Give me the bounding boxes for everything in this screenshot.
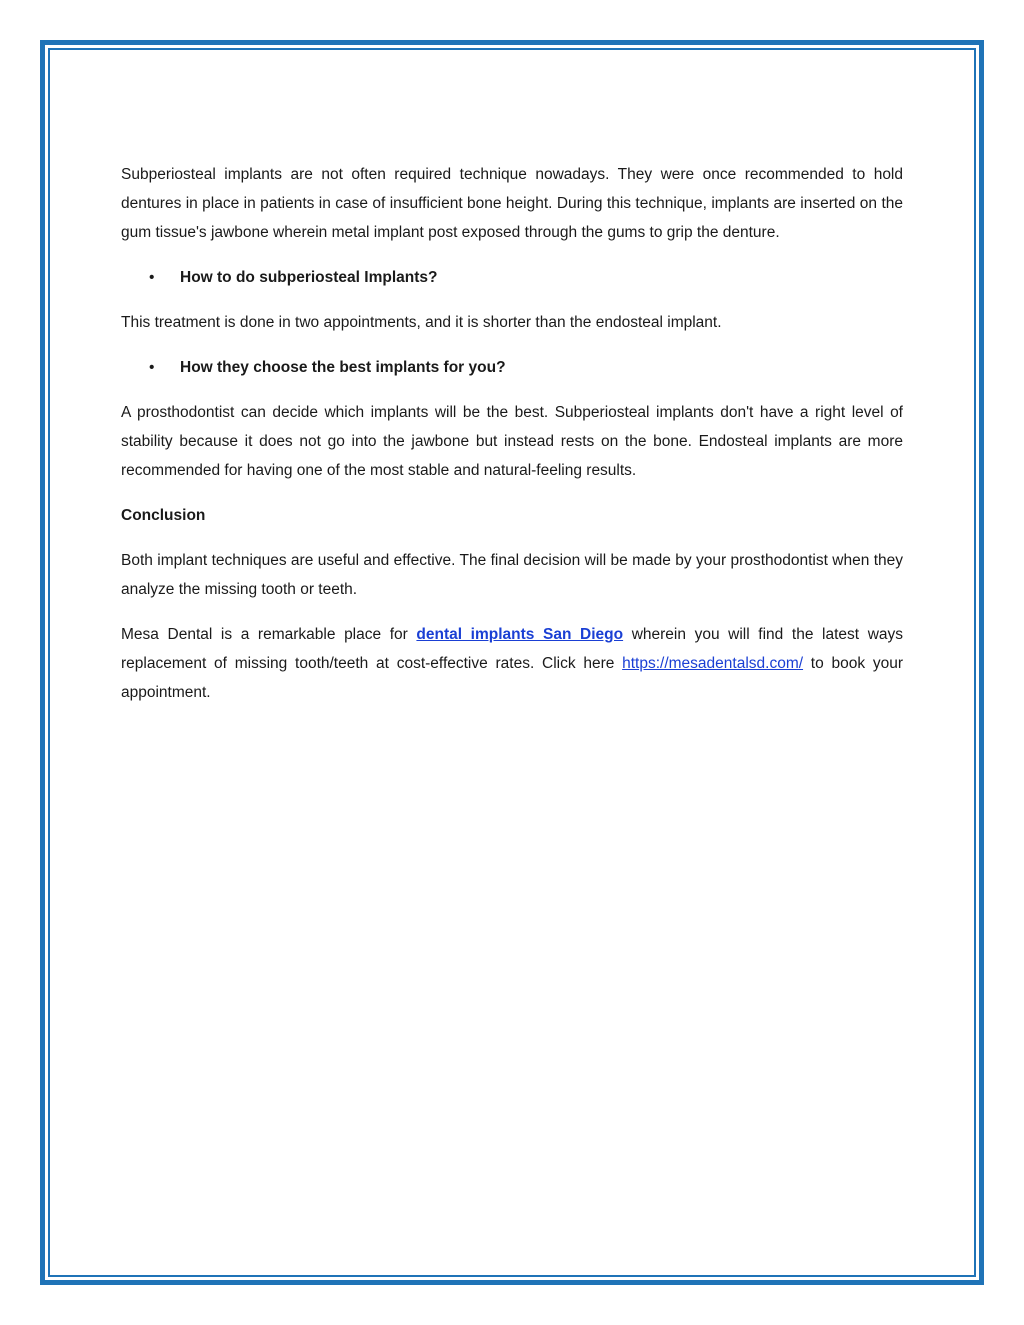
- dental-implants-link[interactable]: dental implants San Diego: [416, 626, 624, 643]
- final-paragraph: [121, 620, 903, 707]
- bullet-icon: •: [149, 269, 155, 286]
- bullet-heading: How they choose the best implants for you?: [180, 359, 506, 376]
- intro-paragraph: Subperiosteal implants are not often required technique nowadays. They were once recommended to hold dentures in place in patients in case of insufficient bone height. During this technique, implants are inserted on the gum tissue's jawbone wherein metal implant post exposed through the gums to grip the denture.: [121, 166, 903, 241]
- bullet-heading: How to do subperiosteal Implants?: [180, 269, 438, 286]
- conclusion-heading: Conclusion: [121, 507, 206, 524]
- final-text-end: to book your appointment.: [121, 655, 903, 701]
- conclusion-paragraph: Both implant techniques are useful and effective. The final decision will be made by your prosthodontist when they analyze the missing tooth or teeth.: [121, 552, 903, 598]
- final-text-middle: wherein you will find the latest ways replacement of missing tooth/teeth at cost-effective rates. Click here: [121, 626, 904, 672]
- bullet-item-how-to: [121, 263, 903, 292]
- bullet-icon: •: [149, 359, 155, 376]
- document-body: [121, 160, 903, 723]
- website-link[interactable]: https://mesadentalsd.com/: [622, 655, 804, 672]
- final-text-start: Mesa Dental is a remarkable place for: [121, 626, 417, 643]
- bullet-item-choose: [121, 353, 903, 382]
- prosthodontist-paragraph: A prosthodontist can decide which implants will be the best. Subperiosteal implants don't have a right level of stability because it does not go into the jawbone but instead rests on the bone. Endosteal implants are more recommended for having one of the most stable and natural-feeling results.: [121, 404, 903, 479]
- treatment-paragraph: This treatment is done in two appointments, and it is shorter than the endosteal implant.: [121, 314, 722, 331]
